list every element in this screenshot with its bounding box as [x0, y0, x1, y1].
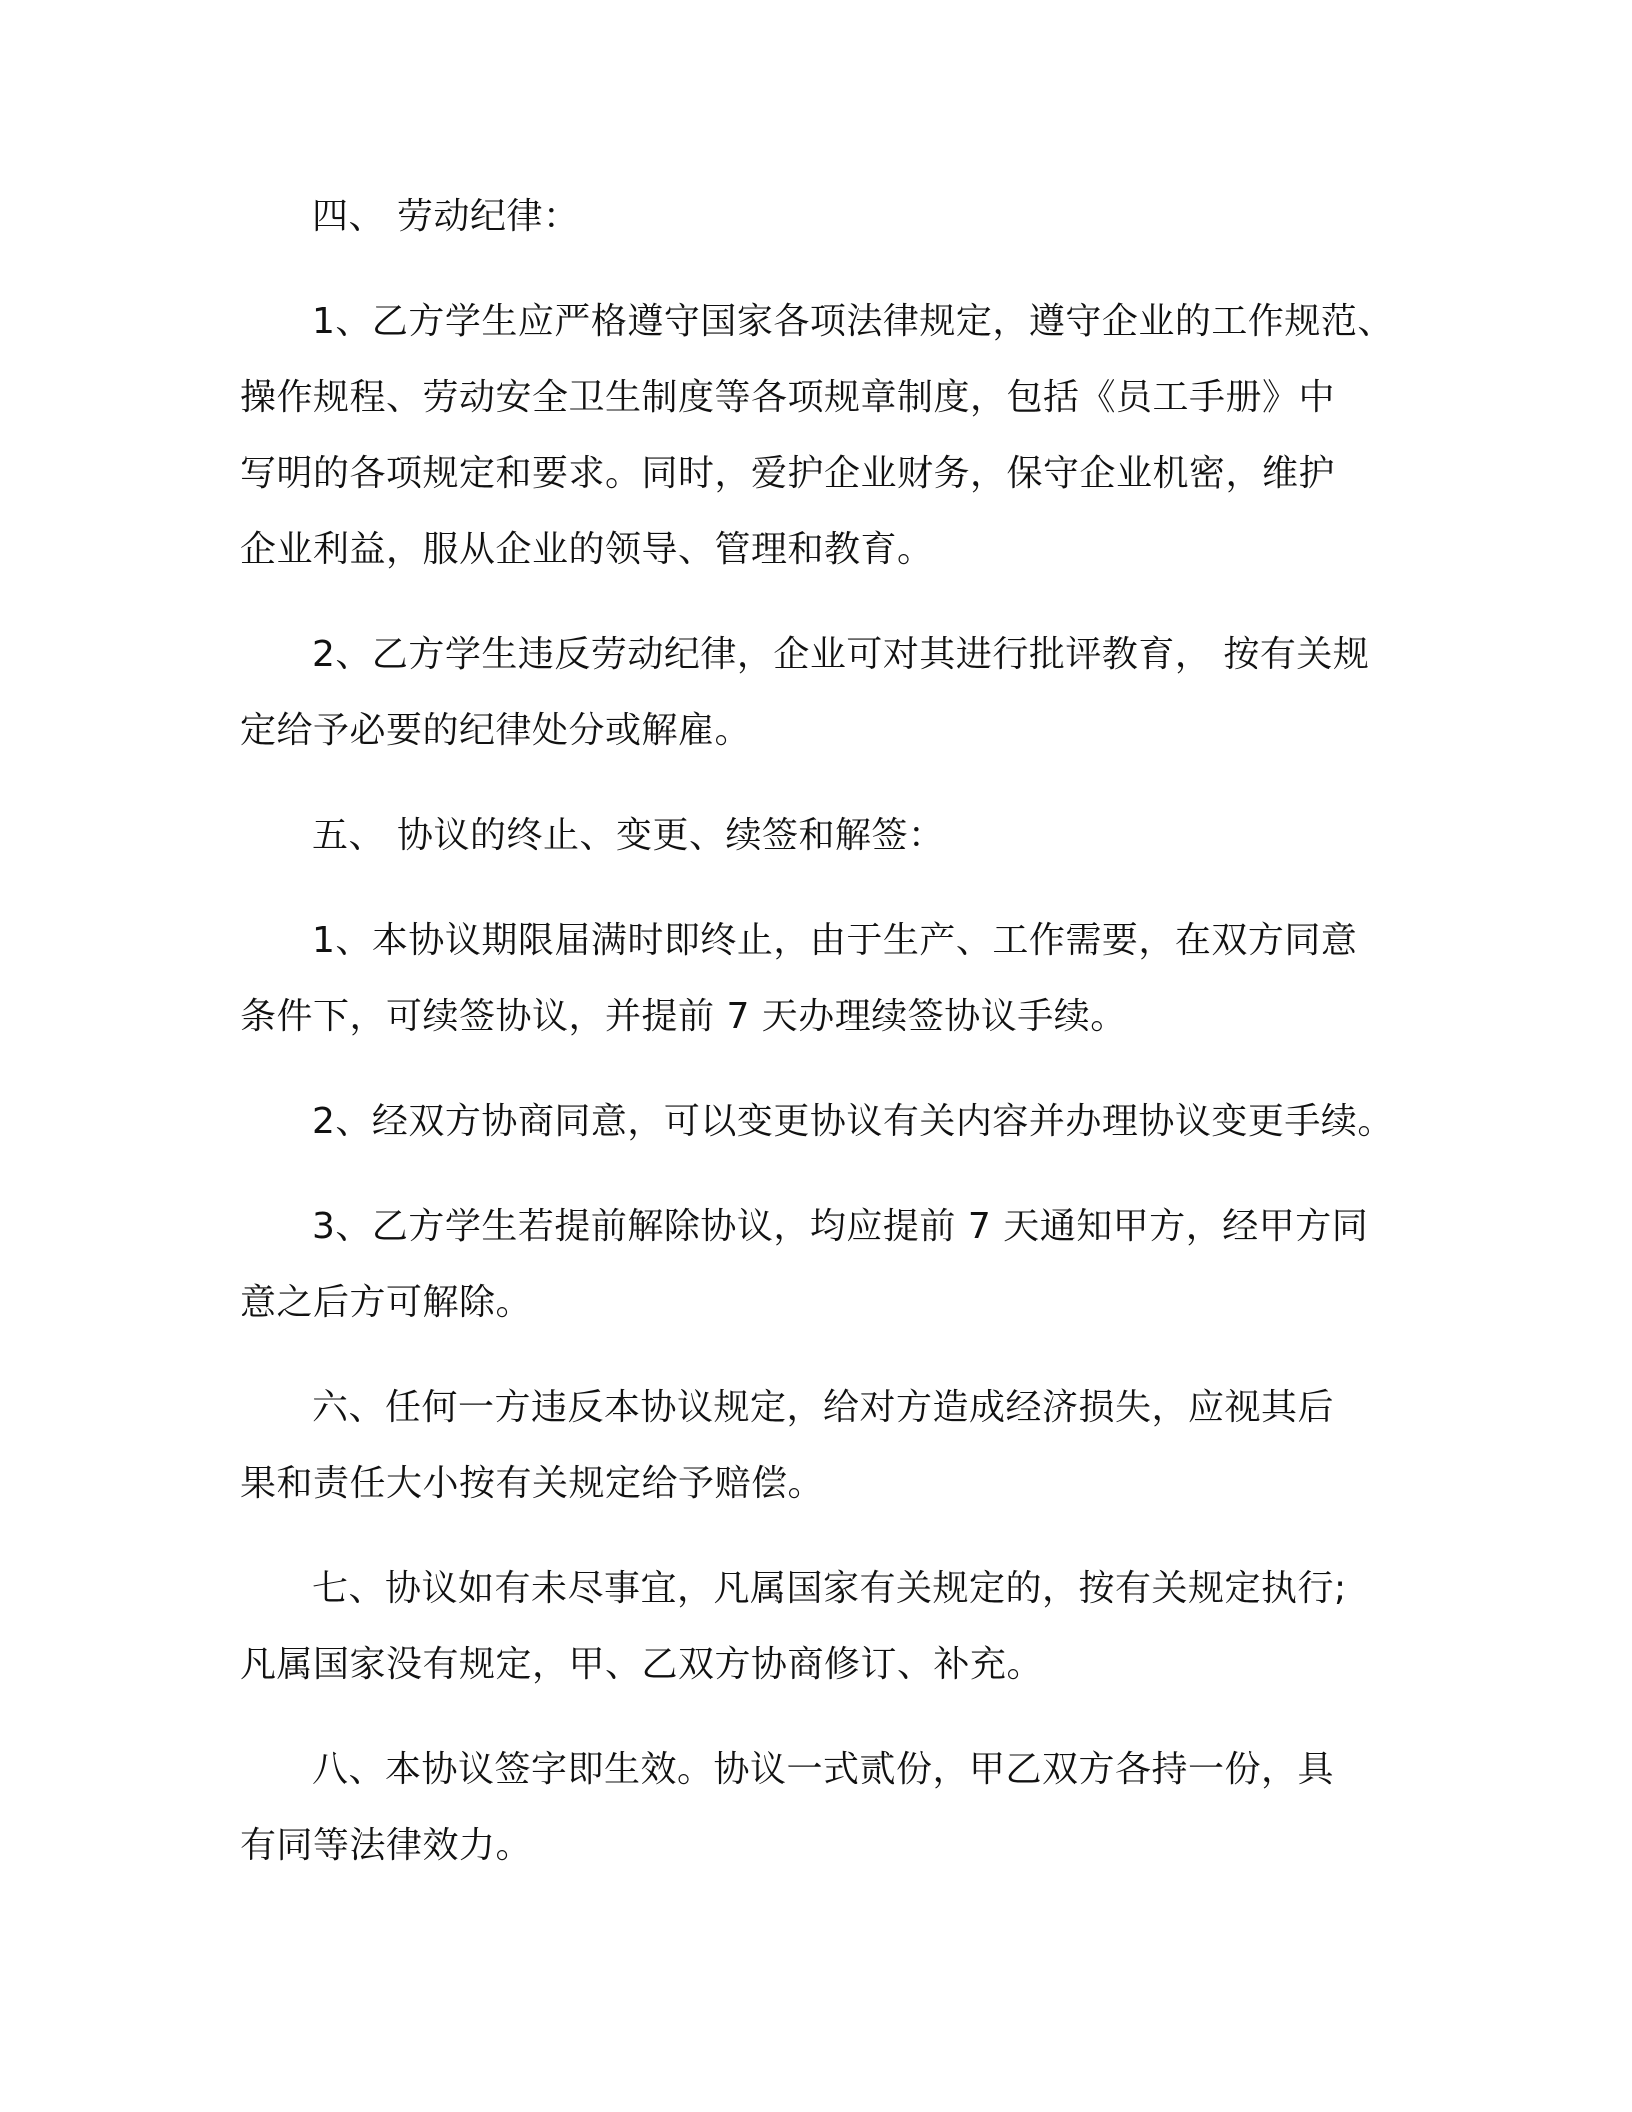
paragraph-line: 写明的各项规定和要求。同时，爱护企业财务，保守企业机密，维护: [240, 453, 1336, 494]
paragraph-line: 3、乙方学生若提前解除协议，均应提前 7 天通知甲方，经甲方同: [312, 1206, 1369, 1247]
paragraph-line: 八、本协议签字即生效。协议一式贰份，甲乙双方各持一份，具: [312, 1749, 1335, 1790]
paragraph-line: 七、协议如有未尽事宜，凡属国家有关规定的，按有关规定执行;: [312, 1568, 1347, 1609]
paragraph-line: 六、任何一方违反本协议规定，给对方造成经济损失，应视其后: [312, 1387, 1335, 1428]
section-heading-labor-discipline: 四、 劳动纪律：: [312, 196, 580, 237]
paragraph-line: 2、乙方学生违反劳动纪律，企业可对其进行批评教育， 按有关规: [312, 634, 1370, 675]
paragraph-line: 1、乙方学生应严格遵守国家各项法律规定，遵守企业的工作规范、: [312, 301, 1394, 342]
paragraph-line: 意之后方可解除。: [240, 1282, 533, 1323]
paragraph-line: 果和责任大小按有关规定给予赔偿。: [240, 1463, 825, 1504]
paragraph-line: 2、经双方协商同意，可以变更协议有关内容并办理协议变更手续。: [312, 1101, 1394, 1142]
section-heading-termination: 五、 协议的终止、变更、续签和解签：: [312, 815, 945, 856]
paragraph-line: 有同等法律效力。: [240, 1825, 533, 1866]
paragraph-line: 操作规程、劳动安全卫生制度等各项规章制度，包括《员工手册》中: [240, 377, 1336, 418]
paragraph-line: 条件下，可续签协议，并提前 7 天办理续签协议手续。: [240, 996, 1127, 1037]
paragraph-line: 定给予必要的纪律处分或解雇。: [240, 710, 752, 751]
paragraph-line: 企业利益，服从企业的领导、管理和教育。: [240, 529, 934, 570]
paragraph-line: 凡属国家没有规定，甲、乙双方协商修订、补充。: [240, 1644, 1044, 1685]
paragraph-line: 1、本协议期限届满时即终止，由于生产、工作需要，在双方同意: [312, 920, 1358, 961]
